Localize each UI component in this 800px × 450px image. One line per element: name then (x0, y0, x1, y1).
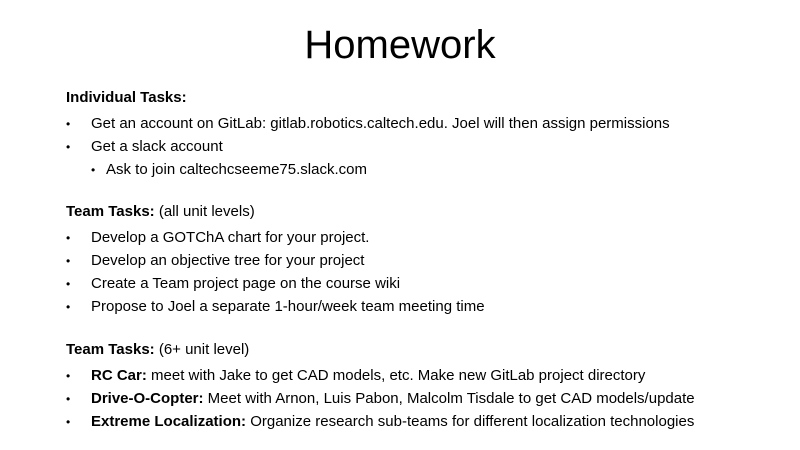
list-item (66, 366, 786, 386)
task-list (66, 366, 786, 432)
bullet-icon: • (66, 415, 71, 429)
section-heading-qualifier: (all unit levels) (154, 203, 255, 220)
section-heading (66, 202, 786, 222)
list-item-text (91, 412, 694, 432)
project-name: RC Car: (91, 367, 147, 384)
section-individual-tasks (66, 88, 786, 183)
list-item-text (91, 366, 645, 386)
bullet-icon: • (66, 231, 71, 245)
section-team-tasks-all-units (66, 202, 786, 320)
list-item (66, 274, 786, 294)
list-item-text: Develop an objective tree for your project (91, 252, 365, 269)
list-item-text (91, 389, 695, 409)
list-item (66, 137, 786, 157)
list-item (66, 412, 786, 432)
bullet-icon: • (66, 140, 71, 154)
project-name: Drive-O-Copter: (91, 390, 204, 407)
slide-title: Homework (304, 23, 496, 67)
section-heading-label: Individual Tasks: (66, 89, 187, 106)
list-item-text: Get an account on GitLab: gitlab.robotics.caltech.edu. Joel will then assign permissions (91, 115, 670, 132)
project-task: Meet with Arnon, Luis Pabon, Malcolm Tisdale to get CAD models/update (203, 390, 695, 407)
list-item-text: Propose to Joel a separate 1-hour/week team meeting time (91, 298, 485, 315)
bullet-icon: • (66, 300, 71, 314)
list-item (66, 389, 786, 409)
project-task: meet with Jake to get CAD models, etc. Make new GitLab project directory (146, 367, 646, 384)
sub-list-item-text: Ask to join caltechcseeme75.slack.com (106, 161, 367, 178)
list-item-text: Develop a GOTChA chart for your project. (91, 229, 370, 246)
list-item (66, 228, 786, 248)
task-list (66, 228, 786, 317)
section-heading-label: Team Tasks: (66, 341, 155, 358)
project-name: Extreme Localization: (91, 413, 247, 430)
list-item-text: Get a slack account (91, 138, 223, 155)
list-item (66, 297, 786, 317)
list-item (66, 251, 786, 271)
bullet-icon: • (66, 369, 71, 383)
section-heading-qualifier: (6+ unit level) (154, 341, 250, 358)
bullet-icon: • (66, 277, 71, 291)
sub-list-item (66, 160, 786, 180)
bullet-icon: • (91, 163, 96, 177)
section-heading (66, 340, 786, 360)
bullet-icon: • (66, 254, 71, 268)
bullet-icon: • (66, 392, 71, 406)
project-task: Organize research sub-teams for different localization technologies (246, 413, 695, 430)
list-item-text: Create a Team project page on the course wiki (91, 275, 401, 292)
task-list (66, 114, 786, 180)
bullet-icon: • (66, 117, 71, 131)
section-team-tasks-six-units (66, 340, 786, 435)
list-item (66, 114, 786, 134)
section-heading (66, 88, 786, 108)
section-heading-label: Team Tasks: (66, 203, 155, 220)
